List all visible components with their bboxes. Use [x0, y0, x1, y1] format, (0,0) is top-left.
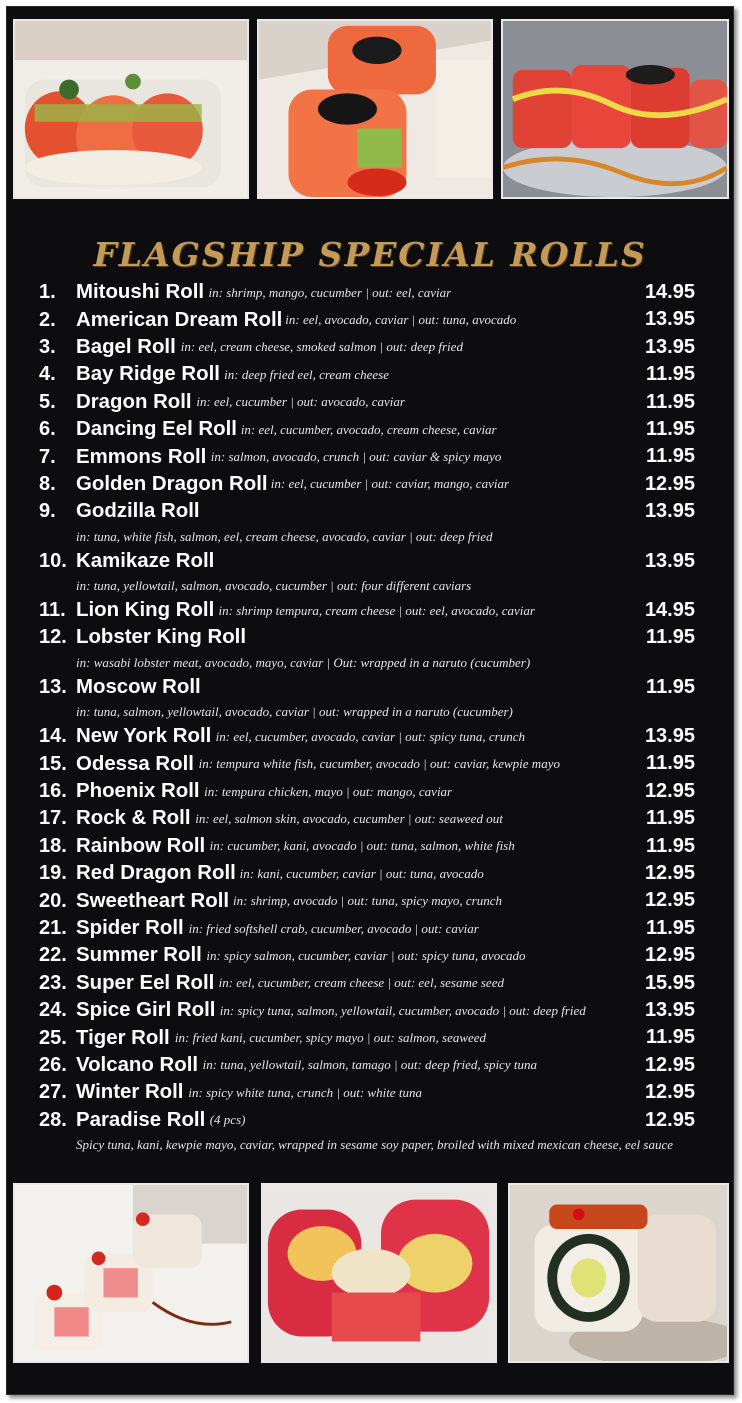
menu-item [39, 306, 695, 333]
item-price: 13.95 [644, 335, 695, 358]
item-number: 9. [39, 500, 56, 523]
item-description: in: spicy tuna, salmon, yellowtail, cucumber, avocado | out: deep fried [219, 1002, 586, 1018]
item-name: Spider Roll [76, 917, 184, 939]
item-price: 11.95 [646, 834, 695, 857]
menu-item [39, 860, 695, 887]
item-name: Phoenix Roll [76, 780, 200, 803]
sushi-photo-top-3 [501, 19, 729, 199]
item-description: (4 pcs) [209, 1112, 246, 1128]
item-price: 14.95 [644, 598, 695, 621]
item-number: 5. [39, 390, 56, 413]
item-price: 11.95 [646, 1026, 695, 1049]
item-description: in: eel, salmon skin, avocado, cucumber | out: seaweed out [195, 810, 503, 826]
item-number: 13. [39, 675, 67, 698]
item-price: 12.95 [644, 1081, 695, 1104]
menu-item [39, 723, 695, 750]
item-number: 15. [39, 752, 67, 775]
item-ingredients: in: tuna, white fish, salmon, eel, cream cheese, avocado, caviar | out: deep fried [76, 528, 493, 544]
menu-item [39, 1024, 695, 1051]
menu-item-row [39, 597, 695, 624]
item-name: Moscow Roll [76, 675, 201, 698]
item-number: 11. [39, 599, 66, 622]
sushi-photo-top-2 [257, 19, 493, 199]
menu-item-row [39, 1079, 695, 1106]
item-ingredients: Spicy tuna, kani, kewpie mayo, caviar, wrapped in sesame soy paper, broiled with mixed mexican cheese, eel sauce [76, 1136, 673, 1152]
menu-item [39, 833, 695, 860]
item-name: Kamikaze Roll [76, 549, 215, 572]
item-price: 11.95 [646, 363, 695, 386]
menu-item [39, 805, 695, 832]
item-description: in: kani, cucumber, caviar | out: tuna, avocado [239, 865, 484, 881]
menu-item [39, 674, 695, 723]
menu-item-row [39, 624, 695, 651]
item-price: 13.95 [644, 308, 695, 331]
item-description: in: fried kani, cucumber, spicy mayo | out: salmon, seaweed [174, 1030, 487, 1046]
item-description: in: fried softshell crab, cucumber, avocado | out: caviar [188, 920, 479, 936]
item-description: in: tuna, yellowtail, salmon, tamago | out: deep fried, spicy tuna [202, 1057, 537, 1073]
item-price: 12.95 [644, 862, 695, 885]
item-name: Super Eel Roll [76, 971, 215, 994]
item-price: 15.95 [644, 971, 695, 994]
item-name: Mitoushi Roll [76, 281, 205, 304]
item-description: in: shrimp, mango, cucumber | out: eel, caviar [208, 284, 452, 300]
item-description: in: spicy salmon, cucumber, caviar | out: spicy tuna, avocado [206, 947, 526, 963]
menu-item [39, 887, 695, 914]
menu-page [6, 6, 734, 1395]
item-number: 3. [39, 335, 56, 358]
menu-item [39, 498, 695, 547]
item-price: 11.95 [646, 626, 695, 649]
item-price: 12.95 [644, 472, 695, 495]
item-name: American Dream Roll [76, 308, 283, 331]
item-name: Lobster King Roll [76, 626, 247, 649]
item-description: in: salmon, avocado, crunch | out: caviar & spicy mayo [210, 449, 502, 465]
item-price: 14.95 [644, 281, 695, 303]
item-description: in: eel, cucumber, avocado, cream cheese, caviar [240, 421, 497, 437]
menu-item-row [39, 1052, 695, 1079]
menu-item [39, 778, 695, 805]
menu-item-row [39, 306, 695, 333]
menu-item [39, 1107, 695, 1156]
item-name: Tiger Roll [76, 1026, 170, 1049]
menu-item-row [39, 389, 695, 416]
item-name: Dragon Roll [76, 390, 192, 413]
menu-item-row [39, 750, 695, 777]
menu-item-row [39, 548, 695, 575]
item-name: Lion King Roll [76, 599, 215, 622]
menu-item-row [39, 997, 695, 1024]
item-name: Summer Roll [76, 944, 202, 967]
menu-item [39, 997, 695, 1024]
sushi-photo-bottom-2 [261, 1183, 497, 1363]
item-ingredients: in: tuna, salmon, yellowtail, avocado, caviar | out: wrapped in a naruto (cucumber) [76, 704, 513, 720]
item-name: Bagel Roll [76, 335, 176, 358]
menu-item [39, 597, 695, 624]
menu-item-row [39, 674, 695, 701]
item-number: 7. [39, 445, 56, 468]
item-price: 11.95 [646, 752, 695, 775]
menu-item [39, 942, 695, 969]
item-number: 12. [39, 626, 67, 649]
item-name: Paradise Roll [76, 1108, 206, 1131]
item-number: 24. [39, 999, 67, 1022]
menu-item-row [39, 942, 695, 969]
item-number: 2. [39, 308, 56, 331]
item-description: in: tempura chicken, mayo | out: mango, caviar [204, 783, 453, 799]
item-price: 11.95 [646, 916, 695, 939]
item-number: 10. [39, 549, 67, 572]
item-name: Odessa Roll [76, 752, 194, 775]
menu-item-row [39, 860, 695, 887]
item-ingredients: in: wasabi lobster meat, avocado, mayo, caviar | Out: wrapped in a naruto (cucumber) [76, 654, 531, 670]
menu-item [39, 1079, 695, 1106]
item-number: 16. [39, 780, 67, 803]
item-price: 12.95 [644, 1108, 695, 1131]
item-number: 18. [39, 834, 67, 857]
item-name: Winter Roll [76, 1081, 184, 1104]
item-number: 6. [39, 418, 56, 441]
item-price: 13.95 [644, 725, 695, 748]
item-description: in: eel, cucumber | out: avocado, caviar [196, 394, 405, 410]
item-description: in: cucumber, kani, avocado | out: tuna, salmon, white fish [209, 838, 515, 854]
sushi-photo-bottom-3 [508, 1183, 729, 1363]
menu-item-row [39, 723, 695, 750]
menu-item-row [39, 915, 695, 942]
item-name: Dancing Eel Roll [76, 418, 237, 441]
item-number: 21. [39, 917, 67, 939]
item-ingredients: in: tuna, yellowtail, salmon, avocado, cucumber | out: four different caviars [76, 577, 472, 593]
item-price: 13.95 [644, 549, 695, 572]
menu-item [39, 361, 695, 388]
item-description: in: eel, cucumber, avocado, caviar | out: spicy tuna, crunch [215, 728, 525, 744]
item-price: 11.95 [646, 417, 695, 440]
item-name: Spice Girl Roll [76, 999, 216, 1022]
sushi-photo-bottom-1 [13, 1183, 249, 1363]
menu-item-row [39, 833, 695, 860]
item-description: in: tempura white fish, cucumber, avocado | out: caviar, kewpie mayo [198, 756, 560, 772]
item-price: 12.95 [644, 944, 695, 967]
menu-item-row [39, 279, 695, 306]
item-price: 11.95 [646, 675, 695, 698]
menu-item [39, 389, 695, 416]
roll-list [39, 279, 695, 1156]
item-number: 28. [39, 1108, 67, 1131]
item-number: 19. [39, 862, 67, 885]
menu-item [39, 416, 695, 443]
menu-item-row [39, 498, 695, 525]
item-name: Volcano Roll [76, 1053, 199, 1076]
item-number: 23. [39, 971, 67, 994]
item-price: 11.95 [646, 390, 695, 413]
item-name: Bay Ridge Roll [76, 363, 220, 386]
menu-item [39, 443, 695, 470]
item-name: Golden Dragon Roll [76, 472, 268, 495]
item-number: 14. [39, 725, 67, 748]
item-description: in: shrimp tempura, cream cheese | out: eel, avocado, caviar [218, 602, 535, 618]
item-name: Rainbow Roll [76, 834, 206, 857]
item-description: in: shrimp, avocado | out: tuna, spicy mayo, crunch [233, 893, 502, 909]
menu-item [39, 334, 695, 361]
menu-item-row [39, 1024, 695, 1051]
menu-item-row [39, 887, 695, 914]
item-number: 8. [39, 472, 56, 495]
item-number: 17. [39, 807, 67, 830]
item-description: in: deep fried eel, cream cheese [224, 366, 389, 382]
item-description: in: spicy white tuna, crunch | out: white tuna [188, 1084, 422, 1100]
item-number: 25. [39, 1026, 67, 1049]
menu-item-row [39, 416, 695, 443]
item-description: in: eel, cucumber, cream cheese | out: eel, sesame seed [218, 975, 504, 991]
menu-item [39, 471, 695, 498]
item-name: New York Roll [76, 725, 212, 748]
item-name: Sweetheart Roll [76, 889, 230, 912]
item-name: Godzilla Roll [76, 500, 200, 523]
menu-item-row [39, 443, 695, 470]
menu-item [39, 750, 695, 777]
item-number: 4. [39, 363, 56, 386]
item-number: 1. [39, 281, 56, 304]
item-description: in: eel, cream cheese, smoked salmon | out: deep fried [180, 339, 463, 355]
item-price: 12.95 [644, 889, 695, 912]
item-price: 11.95 [646, 445, 695, 468]
item-price: 12.95 [644, 1053, 695, 1076]
menu-item [39, 279, 695, 306]
menu-item-row [39, 471, 695, 498]
menu-item [39, 624, 695, 673]
menu-item [39, 548, 695, 597]
item-description: in: eel, cucumber | out: caviar, mango, caviar [270, 476, 510, 492]
item-number: 27. [39, 1081, 67, 1104]
menu-title: FLAGSHIP SPECIAL ROLLS [93, 235, 647, 274]
item-number: 20. [39, 889, 67, 912]
menu-item [39, 970, 695, 997]
item-number: 22. [39, 944, 67, 967]
item-price: 12.95 [644, 779, 695, 802]
menu-item-row [39, 334, 695, 361]
item-name: Emmons Roll [76, 445, 207, 468]
item-price: 11.95 [646, 807, 695, 830]
menu-item-row [39, 1107, 695, 1134]
menu-item-row [39, 361, 695, 388]
item-name: Red Dragon Roll [76, 862, 236, 885]
item-name: Rock & Roll [76, 807, 191, 830]
menu-item-row [39, 778, 695, 805]
menu-item-row [39, 805, 695, 832]
sushi-photo-top-1 [13, 19, 249, 199]
menu-item [39, 915, 695, 942]
item-number: 26. [39, 1053, 67, 1076]
menu-item-row [39, 970, 695, 997]
menu-item [39, 1052, 695, 1079]
item-price: 13.95 [644, 500, 695, 523]
item-price: 13.95 [644, 998, 695, 1021]
item-description: in: eel, avocado, caviar | out: tuna, avocado [285, 312, 517, 328]
